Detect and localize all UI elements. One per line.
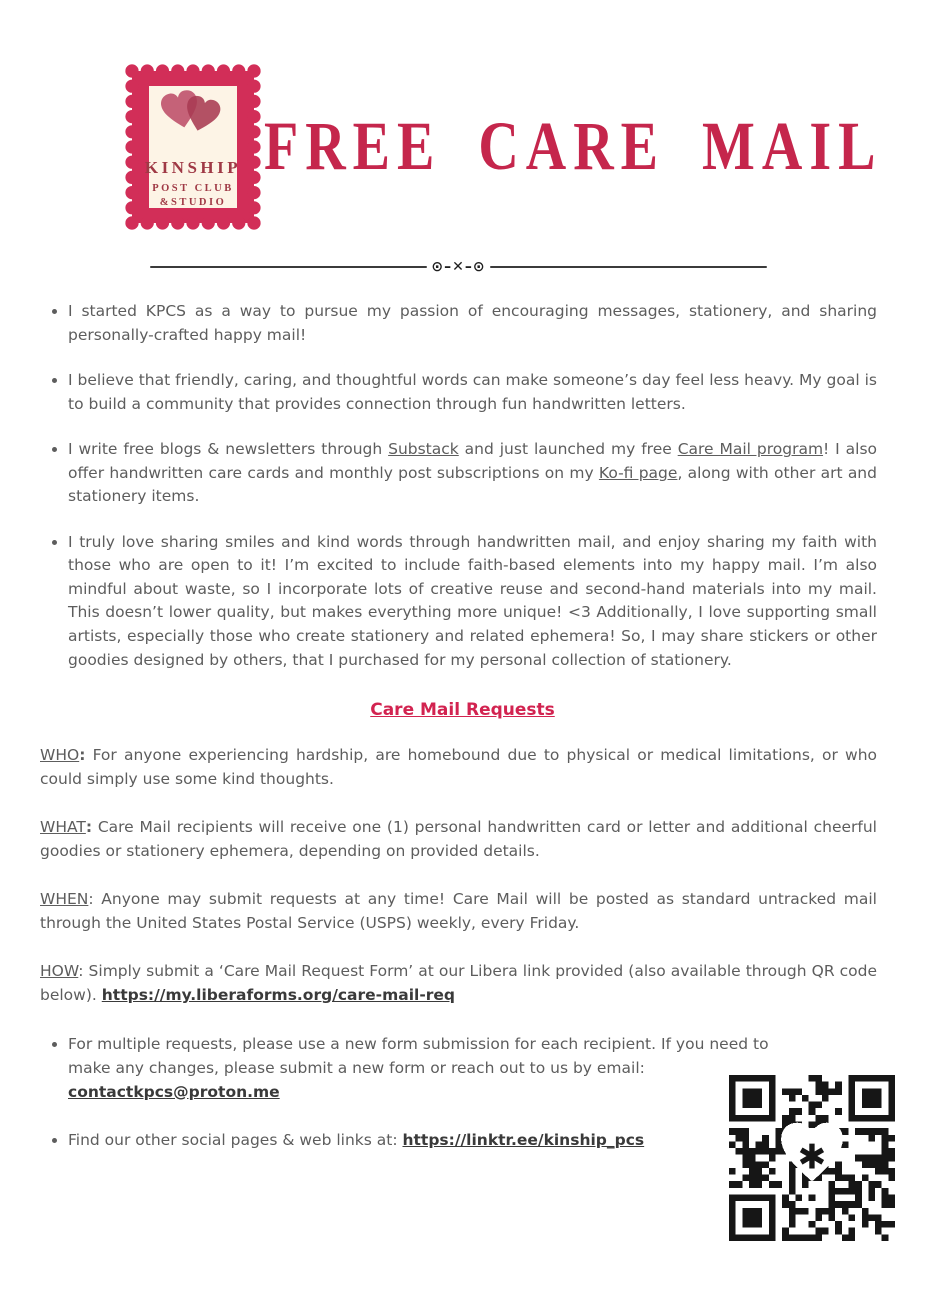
section-divider xyxy=(150,260,767,274)
footer-bullet-2 xyxy=(68,1129,805,1153)
intro-bullet-4-text: I truly love sharing smiles and kind words through handwritten mail, and enjoy sharing my faith with those who are open to it! I’m excited to include faith-based elements into my happy mail. I’m also mindful about waste, so I incorporate lots of creative reuse and second-hand materials into my mail. This doesn’t lower quality, but makes everything more unique! <3 Additionally, I love supporting small artists, especially those who create stationery and related ephemera! So, I may share stickers or other goodies designed by others, that I purchased for my personal collection of stationery. xyxy=(68,532,877,669)
intro-bullet-1-text: I started KPCS as a way to pursue my passion of encouraging messages, stationery, and sharing personally-crafted happy mail! xyxy=(68,302,877,344)
linktree-link[interactable]: https://linktr.ee/kinship_pcs xyxy=(402,1131,645,1150)
header xyxy=(0,0,925,234)
stamp-line1: KINSHIP xyxy=(144,158,242,177)
intro-bullet-3-text-c: ! I also offer handwritten care cards and monthly post subscriptions on my xyxy=(68,440,878,482)
how-body: Simply submit a ‘Care Mail Request Form’ at our Libera link provided (also available through QR code below). xyxy=(40,962,877,1004)
stamp-line2: POST CLUB xyxy=(152,183,234,194)
qr-code xyxy=(729,1072,895,1244)
section-who xyxy=(40,744,877,791)
footer-bullet-2-text: Find our other social pages & web links at: xyxy=(68,1131,403,1150)
intro-bullet-4 xyxy=(68,531,877,672)
when-body: Anyone may submit requests at any time! Care Mail will be posted as standard untracked mail through the United States Postal Service (USPS) weekly, every Friday. xyxy=(40,890,877,932)
how-label: HOW xyxy=(40,962,79,981)
section-how xyxy=(40,960,877,1007)
section-what xyxy=(40,816,877,863)
kofi-page-link[interactable]: Ko-fi page xyxy=(598,463,678,482)
section-when xyxy=(40,888,877,935)
intro-bullet-1 xyxy=(68,300,877,347)
intro-bullet-3-text-a: I write free blogs & newsletters through xyxy=(68,440,389,459)
intro-bullet-2-text: I believe that friendly, caring, and thoughtful words can make someone’s day feel less heavy. My goal is to build a community that provides connection through fun handwritten letters. xyxy=(68,371,877,413)
footer-bullet-1 xyxy=(68,1033,805,1104)
divider-line-right xyxy=(490,266,767,268)
substack-link[interactable]: Substack xyxy=(388,440,459,459)
care-mail-requests-heading: Care Mail Requests xyxy=(370,700,555,721)
stamp-line3: &STUDIO xyxy=(159,197,227,208)
intro-bullet-3-text-b: and just launched my free xyxy=(458,440,678,459)
kinship-stamp-logo xyxy=(122,60,264,234)
stamp-logo-graphic xyxy=(122,60,264,234)
intro-bullet-list xyxy=(40,300,877,672)
divider-line-left xyxy=(150,266,427,268)
what-body: Care Mail recipients will receive one (1) personal handwritten card or letter and additional cheerful goodies or stationery ephemera, depending on provided details. xyxy=(40,818,877,860)
scissors-ornament-icon: ⊙–✕–⊙ xyxy=(431,259,486,275)
liberaforms-link[interactable]: https://my.liberaforms.org/care-mail-req xyxy=(101,985,456,1004)
intro-bullet-3-text-d: , along with other art and stationery items. xyxy=(68,463,877,506)
title-area xyxy=(264,109,925,185)
who-body: For anyone experiencing hardship, are homebound due to physical or medical limitations, or who could simply use some kind thoughts. xyxy=(40,746,877,788)
email-link[interactable]: contactkpcs@proton.me xyxy=(68,1082,280,1101)
footer-bullet-1-text: For multiple requests, please use a new form submission for each recipient. If you need to make any changes, please submit a new form or reach out to us by email: xyxy=(68,1035,769,1078)
care-mail-program-link[interactable]: Care Mail program xyxy=(677,440,824,459)
page-title: FREE CARE MAIL xyxy=(264,109,883,185)
intro-bullet-3 xyxy=(68,438,877,509)
who-label: WHO xyxy=(40,746,80,765)
who-colon: : xyxy=(79,746,86,765)
svg-text:✱: ✱ xyxy=(797,1137,827,1178)
when-colon: : xyxy=(88,890,94,909)
intro-bullet-2 xyxy=(68,369,877,416)
what-colon: : xyxy=(85,818,93,837)
when-label: WHEN xyxy=(40,890,89,909)
what-label: WHAT xyxy=(40,818,86,837)
how-colon: : xyxy=(78,962,84,981)
